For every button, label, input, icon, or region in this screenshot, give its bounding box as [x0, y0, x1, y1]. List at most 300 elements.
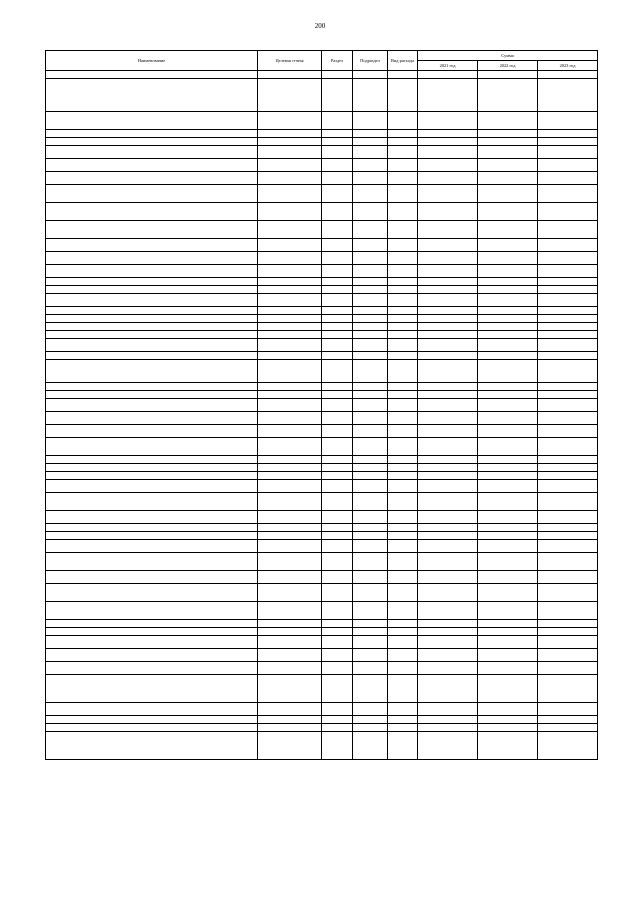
cell-sum-2021: [418, 286, 478, 294]
cell-section: [322, 412, 353, 425]
cell-sum-2022: [478, 553, 538, 571]
cell-code: [258, 703, 322, 716]
table-row: [46, 138, 598, 146]
cell-name: [46, 553, 258, 571]
table-row: [46, 438, 598, 456]
cell-sum-2021: [418, 716, 478, 724]
cell-section: [322, 511, 353, 524]
cell-subsection: [353, 130, 388, 138]
cell-subsection: [353, 628, 388, 636]
cell-expense-type: [388, 703, 418, 716]
table-row: [46, 391, 598, 399]
cell-sum-2022: [478, 307, 538, 315]
cell-section: [322, 464, 353, 472]
cell-code: [258, 79, 322, 112]
cell-sum-2021: [418, 383, 478, 391]
cell-code: [258, 571, 322, 584]
cell-sum-2021: [418, 185, 478, 203]
cell-code: [258, 286, 322, 294]
cell-sum-2023: [538, 286, 598, 294]
cell-expense-type: [388, 553, 418, 571]
cell-sum-2021: [418, 252, 478, 265]
cell-subsection: [353, 352, 388, 360]
cell-expense-type: [388, 239, 418, 252]
cell-sum-2022: [478, 79, 538, 112]
cell-code: [258, 252, 322, 265]
cell-sum-2022: [478, 339, 538, 352]
table-row: [46, 331, 598, 339]
cell-sum-2021: [418, 620, 478, 628]
cell-sum-2023: [538, 628, 598, 636]
cell-sum-2022: [478, 532, 538, 540]
cell-sum-2023: [538, 138, 598, 146]
cell-sum-2022: [478, 352, 538, 360]
header-section: Раздел: [322, 51, 353, 71]
cell-expense-type: [388, 203, 418, 221]
cell-expense-type: [388, 602, 418, 620]
cell-sum-2021: [418, 146, 478, 159]
cell-name: [46, 571, 258, 584]
cell-name: [46, 339, 258, 352]
cell-name: [46, 602, 258, 620]
cell-subsection: [353, 278, 388, 286]
cell-name: [46, 524, 258, 532]
cell-sum-2021: [418, 628, 478, 636]
cell-section: [322, 571, 353, 584]
cell-sum-2022: [478, 524, 538, 532]
cell-name: [46, 265, 258, 278]
cell-sum-2023: [538, 438, 598, 456]
cell-code: [258, 307, 322, 315]
cell-subsection: [353, 472, 388, 480]
cell-code: [258, 331, 322, 339]
cell-subsection: [353, 360, 388, 383]
cell-expense-type: [388, 112, 418, 130]
cell-name: [46, 464, 258, 472]
cell-name: [46, 185, 258, 203]
cell-subsection: [353, 732, 388, 760]
cell-sum-2023: [538, 412, 598, 425]
cell-subsection: [353, 456, 388, 464]
cell-section: [322, 352, 353, 360]
cell-name: [46, 391, 258, 399]
table-row: [46, 265, 598, 278]
cell-sum-2021: [418, 172, 478, 185]
cell-sum-2022: [478, 571, 538, 584]
cell-sum-2023: [538, 203, 598, 221]
cell-code: [258, 628, 322, 636]
cell-expense-type: [388, 331, 418, 339]
cell-sum-2023: [538, 716, 598, 724]
cell-sum-2022: [478, 146, 538, 159]
cell-sum-2023: [538, 620, 598, 628]
cell-section: [322, 438, 353, 456]
table-row: [46, 649, 598, 662]
cell-sum-2023: [538, 532, 598, 540]
cell-sum-2022: [478, 203, 538, 221]
cell-expense-type: [388, 571, 418, 584]
cell-expense-type: [388, 286, 418, 294]
cell-sum-2021: [418, 480, 478, 493]
cell-expense-type: [388, 628, 418, 636]
cell-sum-2023: [538, 146, 598, 159]
cell-subsection: [353, 553, 388, 571]
cell-expense-type: [388, 307, 418, 315]
cell-sum-2022: [478, 584, 538, 602]
cell-expense-type: [388, 412, 418, 425]
cell-code: [258, 456, 322, 464]
cell-sum-2023: [538, 391, 598, 399]
cell-expense-type: [388, 675, 418, 703]
cell-sum-2023: [538, 130, 598, 138]
cell-name: [46, 307, 258, 315]
cell-section: [322, 480, 353, 493]
table-row: [46, 425, 598, 438]
table-row: [46, 472, 598, 480]
table-row: [46, 185, 598, 203]
cell-name: [46, 172, 258, 185]
cell-expense-type: [388, 252, 418, 265]
cell-sum-2023: [538, 323, 598, 331]
cell-name: [46, 252, 258, 265]
cell-name: [46, 130, 258, 138]
cell-sum-2022: [478, 703, 538, 716]
cell-expense-type: [388, 620, 418, 628]
cell-section: [322, 221, 353, 239]
cell-subsection: [353, 480, 388, 493]
cell-sum-2021: [418, 724, 478, 732]
cell-subsection: [353, 425, 388, 438]
cell-sum-2022: [478, 286, 538, 294]
cell-subsection: [353, 703, 388, 716]
header-target-article: Целевая статья: [258, 51, 322, 71]
cell-code: [258, 138, 322, 146]
cell-sum-2023: [538, 724, 598, 732]
cell-section: [322, 425, 353, 438]
header-subsection: Подраздел: [353, 51, 388, 71]
table-row: [46, 662, 598, 675]
cell-sum-2023: [538, 472, 598, 480]
table-body: [46, 71, 598, 760]
cell-sum-2022: [478, 399, 538, 412]
cell-name: [46, 203, 258, 221]
cell-sum-2023: [538, 464, 598, 472]
cell-name: [46, 716, 258, 724]
cell-expense-type: [388, 221, 418, 239]
cell-sum-2022: [478, 716, 538, 724]
cell-expense-type: [388, 732, 418, 760]
cell-name: [46, 732, 258, 760]
cell-subsection: [353, 571, 388, 584]
cell-sum-2021: [418, 703, 478, 716]
cell-sum-2022: [478, 472, 538, 480]
cell-name: [46, 620, 258, 628]
cell-section: [322, 716, 353, 724]
cell-expense-type: [388, 294, 418, 307]
cell-sum-2022: [478, 649, 538, 662]
cell-sum-2022: [478, 221, 538, 239]
table-row: [46, 636, 598, 649]
cell-name: [46, 159, 258, 172]
cell-sum-2023: [538, 425, 598, 438]
cell-code: [258, 472, 322, 480]
table-row: [46, 307, 598, 315]
cell-sum-2022: [478, 138, 538, 146]
table-row: [46, 159, 598, 172]
cell-subsection: [353, 584, 388, 602]
cell-section: [322, 399, 353, 412]
cell-subsection: [353, 493, 388, 511]
cell-subsection: [353, 265, 388, 278]
cell-section: [322, 620, 353, 628]
cell-sum-2021: [418, 524, 478, 532]
cell-section: [322, 493, 353, 511]
table-row: [46, 628, 598, 636]
cell-expense-type: [388, 532, 418, 540]
cell-section: [322, 383, 353, 391]
cell-code: [258, 716, 322, 724]
cell-sum-2021: [418, 323, 478, 331]
cell-section: [322, 456, 353, 464]
cell-code: [258, 602, 322, 620]
cell-sum-2023: [538, 221, 598, 239]
cell-section: [322, 662, 353, 675]
cell-expense-type: [388, 662, 418, 675]
cell-sum-2021: [418, 553, 478, 571]
table-row: [46, 323, 598, 331]
cell-name: [46, 112, 258, 130]
cell-sum-2023: [538, 584, 598, 602]
table-row: [46, 540, 598, 553]
page-number: 200: [314, 22, 326, 30]
cell-sum-2023: [538, 524, 598, 532]
cell-name: [46, 636, 258, 649]
table-row: [46, 584, 598, 602]
cell-sum-2021: [418, 307, 478, 315]
cell-name: [46, 511, 258, 524]
table-row: [46, 464, 598, 472]
cell-section: [322, 71, 353, 79]
cell-subsection: [353, 540, 388, 553]
cell-section: [322, 146, 353, 159]
cell-sum-2022: [478, 540, 538, 553]
cell-section: [322, 584, 353, 602]
cell-expense-type: [388, 724, 418, 732]
cell-sum-2021: [418, 464, 478, 472]
cell-sum-2022: [478, 620, 538, 628]
cell-sum-2023: [538, 675, 598, 703]
table-row: [46, 724, 598, 732]
cell-subsection: [353, 172, 388, 185]
table-row: [46, 112, 598, 130]
cell-subsection: [353, 71, 388, 79]
cell-expense-type: [388, 584, 418, 602]
cell-section: [322, 391, 353, 399]
cell-sum-2021: [418, 511, 478, 524]
cell-section: [322, 138, 353, 146]
cell-section: [322, 360, 353, 383]
cell-sum-2023: [538, 265, 598, 278]
cell-sum-2023: [538, 239, 598, 252]
cell-sum-2022: [478, 252, 538, 265]
cell-sum-2021: [418, 438, 478, 456]
cell-name: [46, 79, 258, 112]
cell-section: [322, 172, 353, 185]
cell-name: [46, 360, 258, 383]
cell-sum-2022: [478, 159, 538, 172]
cell-code: [258, 130, 322, 138]
cell-expense-type: [388, 493, 418, 511]
table-row: [46, 360, 598, 383]
cell-section: [322, 265, 353, 278]
cell-code: [258, 221, 322, 239]
cell-expense-type: [388, 425, 418, 438]
cell-sum-2023: [538, 331, 598, 339]
table-header: [46, 51, 598, 71]
cell-sum-2022: [478, 628, 538, 636]
cell-subsection: [353, 315, 388, 323]
cell-name: [46, 472, 258, 480]
cell-sum-2021: [418, 540, 478, 553]
cell-code: [258, 532, 322, 540]
cell-sum-2022: [478, 294, 538, 307]
cell-sum-2022: [478, 602, 538, 620]
cell-expense-type: [388, 339, 418, 352]
cell-sum-2023: [538, 307, 598, 315]
cell-sum-2021: [418, 732, 478, 760]
cell-subsection: [353, 138, 388, 146]
cell-section: [322, 185, 353, 203]
cell-name: [46, 294, 258, 307]
cell-code: [258, 265, 322, 278]
cell-section: [322, 524, 353, 532]
table-row: [46, 553, 598, 571]
cell-sum-2022: [478, 71, 538, 79]
table-row: [46, 732, 598, 760]
cell-code: [258, 71, 322, 79]
cell-sum-2022: [478, 331, 538, 339]
cell-sum-2022: [478, 112, 538, 130]
cell-sum-2021: [418, 239, 478, 252]
cell-name: [46, 493, 258, 511]
cell-expense-type: [388, 360, 418, 383]
cell-sum-2022: [478, 391, 538, 399]
cell-code: [258, 480, 322, 493]
cell-expense-type: [388, 383, 418, 391]
cell-sum-2021: [418, 391, 478, 399]
cell-sum-2022: [478, 265, 538, 278]
cell-subsection: [353, 662, 388, 675]
cell-sum-2022: [478, 412, 538, 425]
cell-name: [46, 146, 258, 159]
cell-name: [46, 399, 258, 412]
cell-sum-2021: [418, 602, 478, 620]
cell-sum-2023: [538, 602, 598, 620]
cell-subsection: [353, 239, 388, 252]
cell-name: [46, 412, 258, 425]
cell-name: [46, 425, 258, 438]
cell-sum-2023: [538, 456, 598, 464]
header-year-2022: 2022 год: [478, 61, 538, 71]
cell-sum-2023: [538, 79, 598, 112]
cell-code: [258, 412, 322, 425]
cell-subsection: [353, 649, 388, 662]
cell-expense-type: [388, 464, 418, 472]
cell-subsection: [353, 252, 388, 265]
cell-sum-2021: [418, 649, 478, 662]
cell-name: [46, 221, 258, 239]
cell-expense-type: [388, 716, 418, 724]
cell-code: [258, 425, 322, 438]
cell-sum-2022: [478, 675, 538, 703]
cell-name: [46, 239, 258, 252]
table-row: [46, 203, 598, 221]
cell-sum-2022: [478, 185, 538, 203]
cell-subsection: [353, 716, 388, 724]
cell-sum-2021: [418, 138, 478, 146]
cell-expense-type: [388, 315, 418, 323]
cell-code: [258, 724, 322, 732]
cell-code: [258, 360, 322, 383]
cell-subsection: [353, 307, 388, 315]
cell-section: [322, 307, 353, 315]
cell-section: [322, 675, 353, 703]
header-name: Наименование: [46, 51, 258, 71]
header-year-2021: 2021 год: [418, 61, 478, 71]
cell-code: [258, 323, 322, 331]
cell-sum-2021: [418, 584, 478, 602]
cell-section: [322, 286, 353, 294]
cell-sum-2021: [418, 456, 478, 464]
cell-sum-2022: [478, 511, 538, 524]
cell-subsection: [353, 294, 388, 307]
cell-sum-2021: [418, 221, 478, 239]
cell-code: [258, 159, 322, 172]
cell-section: [322, 703, 353, 716]
cell-expense-type: [388, 185, 418, 203]
cell-sum-2021: [418, 112, 478, 130]
cell-sum-2021: [418, 352, 478, 360]
cell-subsection: [353, 203, 388, 221]
cell-code: [258, 675, 322, 703]
cell-sum-2021: [418, 412, 478, 425]
cell-sum-2021: [418, 159, 478, 172]
cell-sum-2023: [538, 540, 598, 553]
cell-subsection: [353, 532, 388, 540]
cell-section: [322, 278, 353, 286]
table-row: [46, 399, 598, 412]
cell-code: [258, 383, 322, 391]
cell-name: [46, 315, 258, 323]
cell-section: [322, 472, 353, 480]
cell-sum-2023: [538, 352, 598, 360]
table-row: [46, 221, 598, 239]
cell-code: [258, 464, 322, 472]
cell-expense-type: [388, 391, 418, 399]
cell-section: [322, 112, 353, 130]
table-row: [46, 172, 598, 185]
table-row: [46, 252, 598, 265]
cell-name: [46, 456, 258, 464]
cell-name: [46, 71, 258, 79]
cell-subsection: [353, 286, 388, 294]
table-row: [46, 675, 598, 703]
cell-sum-2023: [538, 493, 598, 511]
cell-subsection: [353, 185, 388, 203]
table-row: [46, 146, 598, 159]
cell-sum-2023: [538, 185, 598, 203]
cell-code: [258, 662, 322, 675]
